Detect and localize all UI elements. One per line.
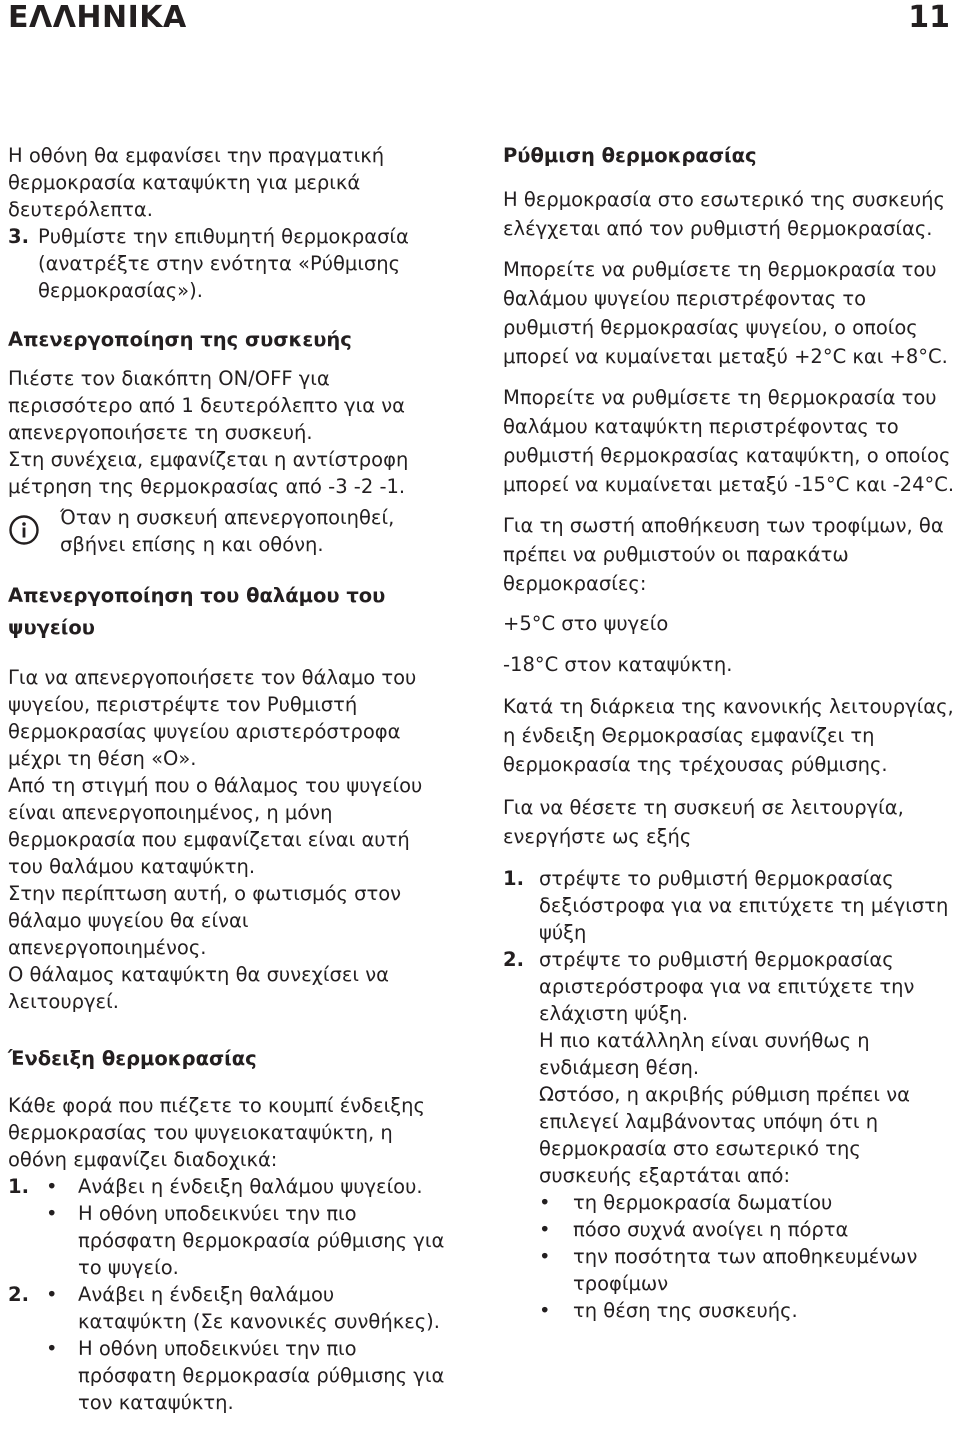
switch-off-paragraph: Πιέστε τον διακόπτη ON/OFF για περισσότερο από 1 δευτερόλεπτο για να απενεργοποιήσετε τη συσκευή. <box>8 367 405 444</box>
item-number: 2. <box>8 1283 29 1306</box>
fridge-off-paragraph-4: Ο θάλαμος καταψύκτη θα συνεχίσει να λειτουργεί. <box>8 963 389 1013</box>
item-text: Ανάβει η ένδειξη θαλάμου ψυγείου. <box>78 1175 423 1198</box>
bullet: • <box>46 1283 58 1306</box>
heading-fridge-off: Απενεργοποίηση του θαλάμου του ψυγείου <box>8 584 386 639</box>
factor-text: την ποσότητα των αποθηκευμένων τροφίμων <box>573 1245 918 1295</box>
factor-text: τη θερμοκρασία δωματίου <box>573 1191 833 1214</box>
setting-paragraph-1: Η θερμοκρασία στο εσωτερικό της συσκευής ελέγχεται από τον ρυθμιστή θερμοκρασίας. <box>503 188 945 240</box>
operation-step-2 <box>503 946 955 1189</box>
bullet: • <box>539 1218 551 1241</box>
factor-text: πόσο συχνά ανοίγει η πόρτα <box>573 1218 849 1241</box>
step-text-note: Η πιο κατάλληλη είναι συνήθως η ενδιάμεση θέση. <box>539 1029 870 1079</box>
step-number: 2. <box>503 948 524 971</box>
factor-text: τη θέση της συσκευής. <box>573 1299 798 1322</box>
step-text <box>539 946 955 1189</box>
page-number: 11 <box>908 0 950 35</box>
item-text: Η οθόνη υποδεικνύει την πιο πρόσφατη θερμοκρασία ρύθμισης για το ψυγείο. <box>78 1202 445 1279</box>
setting-paragraph-7: Κατά τη διάρκεια της κανονικής λειτουργίας, η ένδειξη Θερμοκρασίας εμφανίζει τη θερμοκρασία της τρέχουσας ρύθμισης. <box>503 695 954 776</box>
intro-paragraph: Η οθόνη θα εμφανίσει την πραγματική θερμοκρασία καταψύκτη για μερικά δευτερόλεπτα. <box>8 144 385 221</box>
setting-paragraph-2: Μπορείτε να ρυθμίσετε τη θερμοκρασία του θαλάμου ψυγείου περιστρέφοντας το ρυθμιστή θερμοκρασίας ψυγείου, ο οποίος μπορεί να κυμαίνεται μεταξύ +2°C και +8°C. <box>503 258 948 368</box>
operation-step-1 <box>503 865 955 946</box>
heading-switch-off: Απενεργοποίηση της συσκευής <box>8 328 352 351</box>
setting-paragraph-4: Για τη σωστή αποθήκευση των τροφίμων, θα πρέπει να ρυθμιστούν οι παρακάτω θερμοκρασίες: <box>503 514 944 595</box>
item-number: 1. <box>8 1175 29 1198</box>
bullet: • <box>46 1202 58 1225</box>
section-language-title: ΕΛΛΗΝΙΚΑ <box>8 0 187 35</box>
item-text: Ανάβει η ένδειξη θαλάμου καταψύκτη (Σε κανονικές συνθήκες). <box>78 1283 440 1333</box>
step-number: 1. <box>503 867 524 890</box>
bullet: • <box>539 1191 551 1214</box>
bullet: • <box>539 1245 551 1268</box>
step-text-detail: Ωστόσο, η ακριβής ρύθμιση πρέπει να επιλεγεί λαμβάνοντας υπόψη ότι η θερμοκρασία στο εσωτερικό της συσκευής εξαρτάται από: <box>539 1083 910 1187</box>
step-text: στρέψτε το ρυθμιστή θερμοκρασίας δεξιόστροφα για να επιτύχετε τη μέγιστη ψύξη <box>539 867 949 944</box>
fridge-off-paragraph-3: Στην περίπτωση αυτή, ο φωτισμός στον θάλαμο ψυγείου θα είναι απενεργοποιημένος. <box>8 882 402 959</box>
countdown-paragraph: Στη συνέχεια, εμφανίζεται η αντίστροφη μέτρηση της θερμοκρασίας από -3 -2 -1. <box>8 448 409 498</box>
right-column <box>503 142 955 1324</box>
note-text: Όταν η συσκευή απενεργοποιηθεί, σβήνει επίσης η και οθόνη. <box>60 506 395 556</box>
factor-item <box>503 1297 955 1324</box>
fridge-temperature: +5°C στο ψυγείο <box>503 612 669 635</box>
step-3 <box>8 223 448 304</box>
freezer-temperature: -18°C στον καταψύκτη. <box>503 653 733 676</box>
step-text-main: στρέψτε το ρυθμιστή θερμοκρασίας αριστερόστροφα για να επιτύχετε την ελάχιστη ψύξη. <box>539 948 915 1025</box>
indicator-item-1b <box>8 1200 448 1281</box>
factor-item <box>503 1216 955 1243</box>
step-number: 3. <box>8 225 29 248</box>
info-note <box>8 504 448 558</box>
fridge-off-paragraph-1: Για να απενεργοποιήσετε τον θάλαμο του ψυγείου, περιστρέψτε τον Ρυθμιστή θερμοκρασίας ψυγείου αριστερόστροφα μέχρι τη θέση «O». <box>8 666 417 770</box>
indicator-item-2 <box>8 1281 448 1335</box>
bullet: • <box>46 1337 58 1360</box>
indicator-paragraph: Κάθε φορά που πιέζετε το κουμπί ένδειξης θερμοκρασίας του ψυγειοκαταψύκτη, η οθόνη εμφανίζει διαδοχικά: <box>8 1094 425 1171</box>
heading-temperature-setting: Ρύθμιση θερμοκρασίας <box>503 144 757 167</box>
factor-item <box>503 1189 955 1216</box>
setting-paragraph-8: Για να θέσετε τη συσκευή σε λειτουργία, ενεργήστε ως εξής <box>503 796 904 848</box>
indicator-item-1 <box>8 1173 448 1200</box>
item-text: Η οθόνη υποδεικνύει την πιο πρόσφατη θερμοκρασία ρύθμισης για τον καταψύκτη. <box>78 1337 445 1414</box>
bullet: • <box>46 1175 58 1198</box>
factor-item <box>503 1243 955 1297</box>
left-column <box>8 142 448 1416</box>
step-text: Ρυθμίστε την επιθυμητή θερμοκρασία (ανατρέξτε στην ενότητα «Ρύθμισης θερμοκρασίας»). <box>38 225 409 302</box>
setting-paragraph-3: Μπορείτε να ρυθμίσετε τη θερμοκρασία του θαλάμου καταψύκτη περιστρέφοντας το ρυθμιστή θερμοκρασίας καταψύκτη, ο οποίος μπορεί να κυμαίνεται μεταξύ -15°C και -24°C. <box>503 386 955 496</box>
bullet: • <box>539 1299 551 1322</box>
fridge-off-paragraph-2: Από τη στιγμή που ο θάλαμος του ψυγείου είναι απενεργοποιημένος, η μόνη θερμοκρασία που εμφανίζεται είναι αυτή του θαλάμου καταψύκτη. <box>8 774 423 878</box>
heading-temperature-indicator: Ένδειξη θερμοκρασίας <box>8 1047 257 1070</box>
indicator-item-2b <box>8 1335 448 1416</box>
